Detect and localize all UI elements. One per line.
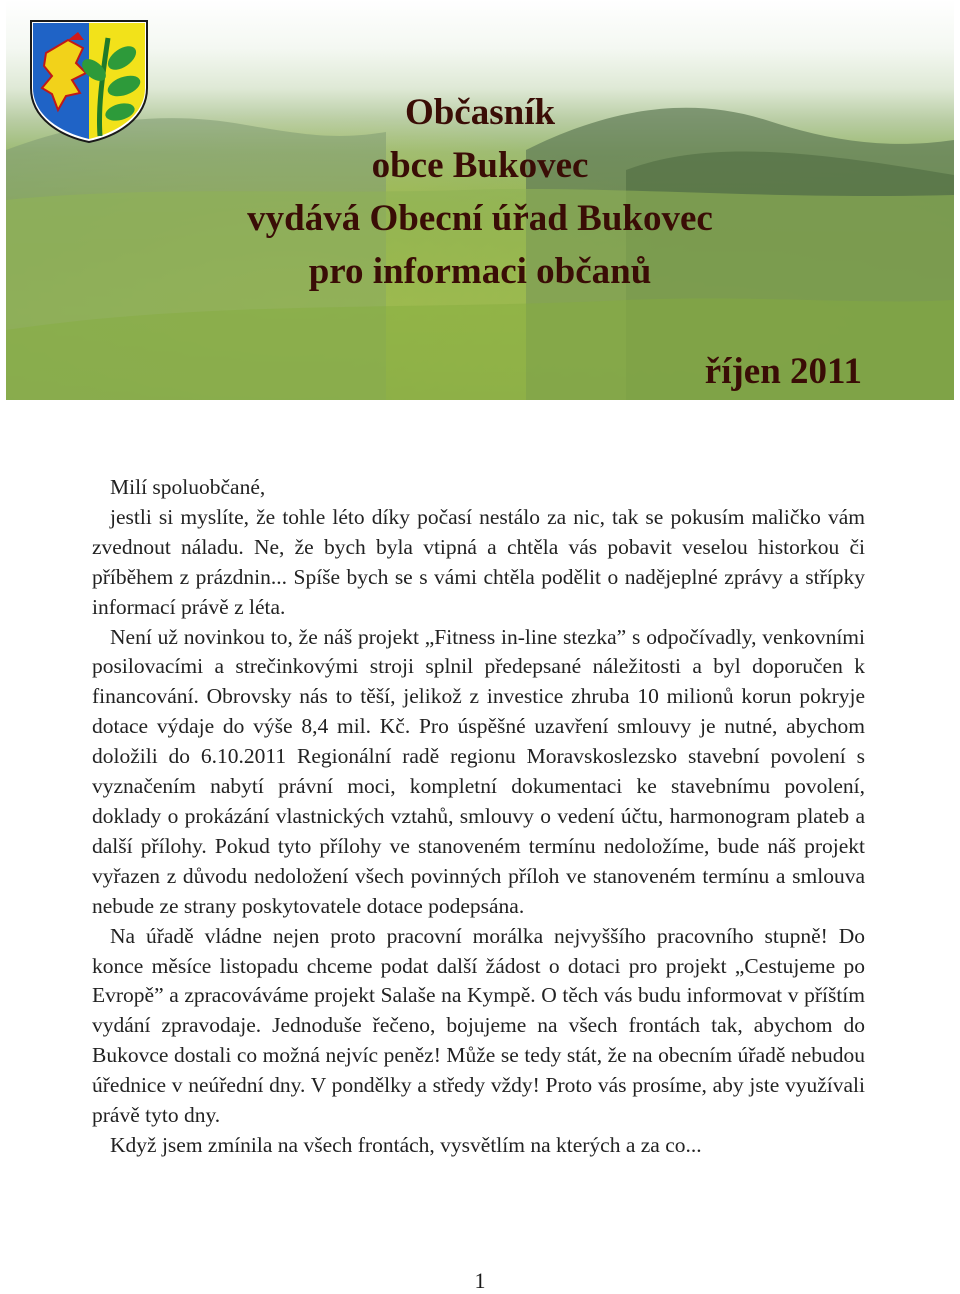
paragraph: Není už novinkou to, že náš projekt „Fitness in-line stezka” s odpočívadly, venkovními posilovacími a strečinkovými stroji splnil předepsané náležitosti a byl doporučen k financování. Obrovsky nás to těší, jelikož z investice zhruba 10 milionů korun pokryje dotace výdaje do výše 8,4 mil. Kč. Pro úspěšné uzavření smlouvy je nutné, abychom doložili do 6.10.2011 Regionální radě regionu Moravskoslezsko stavební povolení s vyznačením nabytí právní moci, kompletní dokumentaci ke stavebnímu povolení, doklady o prokázání vlastnických vztahů, smlouvy o vedení účtu, harmonogram plateb a další přílohy. Pokud tyto přílohy ve stanoveném termínu nedoložíme, bude náš projekt vyřazen z důvodu nedoložení všech povinných příloh ve stanoveném termínu a smlouva nebude ze strany poskytovatele dotace podepsána.: [92, 624, 865, 918]
title-line: pro informaci občanů: [308, 251, 652, 292]
title-line: vydává Obecní úřad Bukovec: [247, 198, 713, 239]
title-line: obce Bukovec: [371, 145, 589, 186]
issue-date: říjen 2011: [704, 351, 862, 392]
newsletter-title: [6, 86, 954, 298]
paragraph: Na úřadě vládne nejen proto pracovní morálka nejvyššího pracovního stupně! Do konce měsíce listopadu chceme podat další žádost o dotaci pro projekt „Cestujeme po Evropě” a zpracováváme projekt Salaše na Kympě. O těch vás budu informovat v příštím vydání zpravodaje. Jednoduše řečeno, bojujeme na všech frontách tak, abychom do Bukovce dostali co možná nejvíc peněz! Může se tedy stát, že na obecním úřadě nebudou úřednice v neúřední dny. V pondělky a středy vždy! Proto vás prosíme, aby jste využívali právě tyto dny.: [92, 923, 865, 1128]
page-number: 1: [474, 1268, 486, 1293]
paragraph: Když jsem zmínila na všech frontách, vysvětlím na kterých a za co...: [110, 1132, 702, 1157]
paragraph: jestli si myslíte, že tohle léto díky počasí nestálo za nic, tak se pokusím maličko vám zvednout náladu. Ne, že bych byla vtipná a chtěla vás pobavit veselou historkou či příběhem z prázdnin... Spíše bych se s vámi chtěla podělit o nadějeplné zprávy a střípky informací právě z léta.: [92, 504, 865, 619]
header-banner: [6, 0, 954, 400]
title-line: Občasník: [404, 92, 556, 133]
article-body: [92, 473, 865, 1161]
greeting: Milí spoluobčané,: [110, 475, 266, 499]
